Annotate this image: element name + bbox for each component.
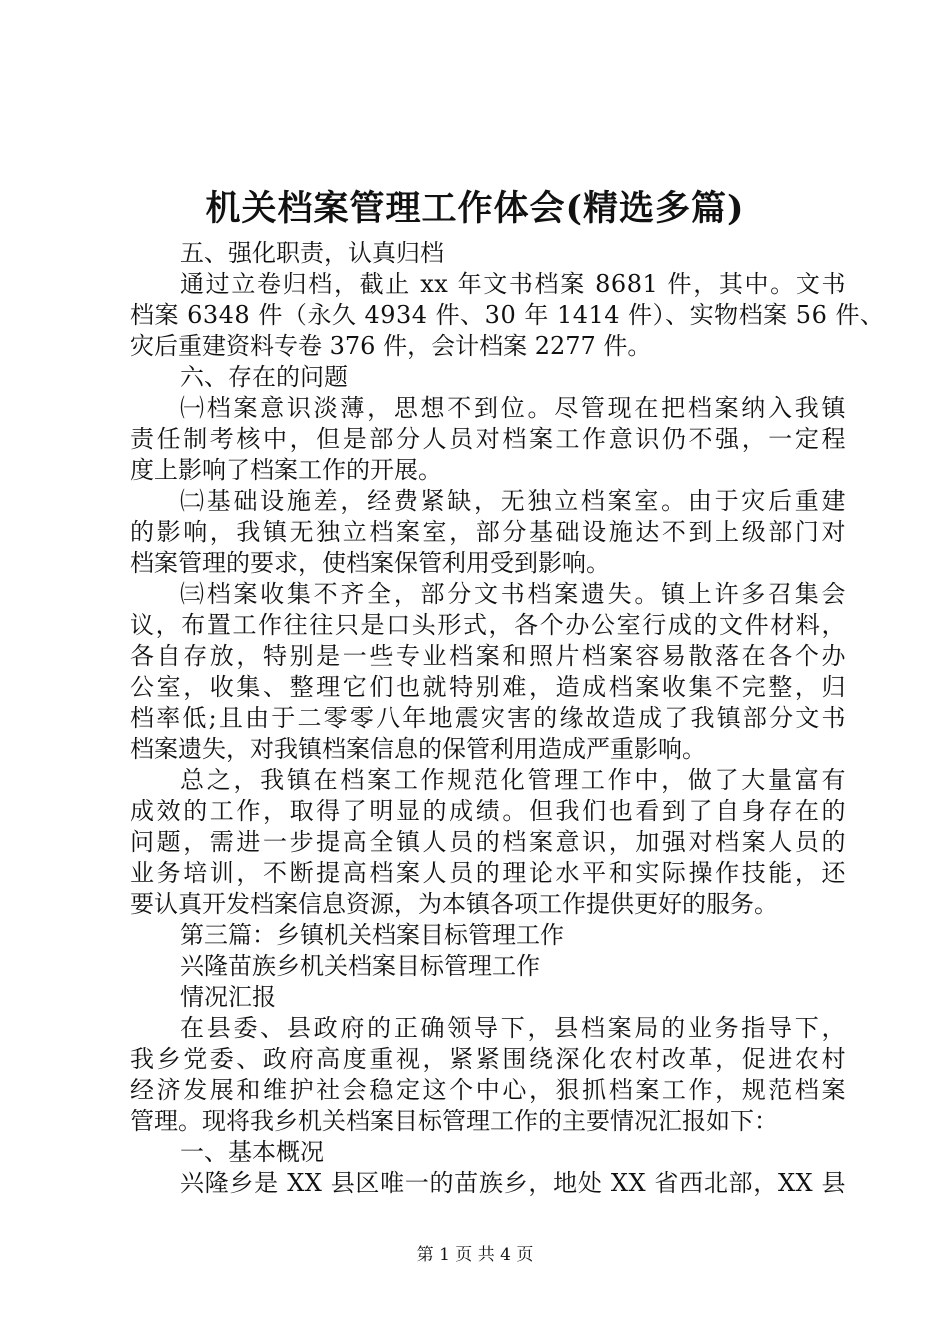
text-line: 经济发展和维护社会稳定这个中心，狠抓档案工作，规范档案	[130, 1076, 846, 1104]
text-line: 责任制考核中，但是部分人员对档案工作意识仍不强，一定程	[130, 425, 846, 453]
text-line: 档率低;且由于二零零八年地震灾害的缘故造成了我镇部分文书	[130, 704, 846, 732]
text-line: 管理。现将我乡机关档案目标管理工作的主要情况汇报如下：	[130, 1107, 778, 1135]
text-line: 五、强化职责，认真归档	[180, 239, 444, 267]
text-line: 档案遗失，对我镇档案信息的保管利用造成严重影响。	[130, 735, 706, 763]
text-line: 度上影响了档案工作的开展。	[130, 456, 442, 484]
document-body	[130, 238, 885, 1199]
text-line: 第三篇：乡镇机关档案目标管理工作	[180, 921, 564, 949]
text-line: ㈡基础设施差，经费紧缺，无独立档案室。由于灾后重建	[180, 487, 846, 515]
text-line: 档案管理的要求，使档案保管利用受到影响。	[130, 549, 610, 577]
text-line: 业务培训，不断提高档案人员的理论水平和实际操作技能，还	[130, 859, 846, 887]
text-line: 我乡党委、政府高度重视，紧紧围绕深化农村改革，促进农村	[130, 1045, 846, 1073]
text-line: 六、存在的问题	[180, 363, 348, 391]
text-line: 要认真开发档案信息资源，为本镇各项工作提供更好的服务。	[130, 890, 778, 918]
text-line: 的影响，我镇无独立档案室，部分基础设施达不到上级部门对	[130, 518, 846, 546]
text-line: 总之，我镇在档案工作规范化管理工作中，做了大量富有	[180, 766, 846, 794]
text-line: 问题，需进一步提高全镇人员的档案意识，加强对档案人员的	[130, 828, 846, 856]
page-footer: 第 1 页 共 4 页	[416, 1245, 534, 1265]
text-line: 公室，收集、整理它们也就特别难，造成档案收集不完整，归	[130, 673, 846, 701]
text-line: ㈢档案收集不齐全，部分文书档案遗失。镇上许多召集会	[180, 580, 846, 608]
text-line: 在县委、县政府的正确领导下，县档案局的业务指导下，	[180, 1014, 846, 1042]
text-line: 情况汇报	[180, 983, 276, 1011]
text-line: ㈠档案意识淡薄，思想不到位。尽管现在把档案纳入我镇	[180, 394, 846, 422]
text-line: 一、基本概况	[180, 1138, 324, 1166]
document-title: 机关档案管理工作体会(精选多篇)	[205, 188, 745, 229]
text-line: 兴隆乡是 XX 县区唯一的苗族乡，地处 XX 省西北部，XX 县	[180, 1169, 846, 1197]
text-line: 档案 6348 件（永久 4934 件、30 年 1414 件）、实物档案 56 件、	[130, 301, 885, 329]
text-line: 各自存放，特别是一些专业档案和照片档案容易散落在各个办	[130, 642, 846, 670]
text-line: 灾后重建资料专卷 376 件，会计档案 2277 件。	[130, 332, 652, 360]
text-line: 通过立卷归档，截止 xx 年文书档案 8681 件，其中。文书	[180, 270, 846, 298]
text-line: 成效的工作，取得了明显的成绩。但我们也看到了自身存在的	[130, 797, 846, 825]
text-line: 兴隆苗族乡机关档案目标管理工作	[180, 952, 540, 980]
text-line: 议，布置工作往往只是口头形式，各个办公室行成的文件材料，	[130, 611, 846, 639]
